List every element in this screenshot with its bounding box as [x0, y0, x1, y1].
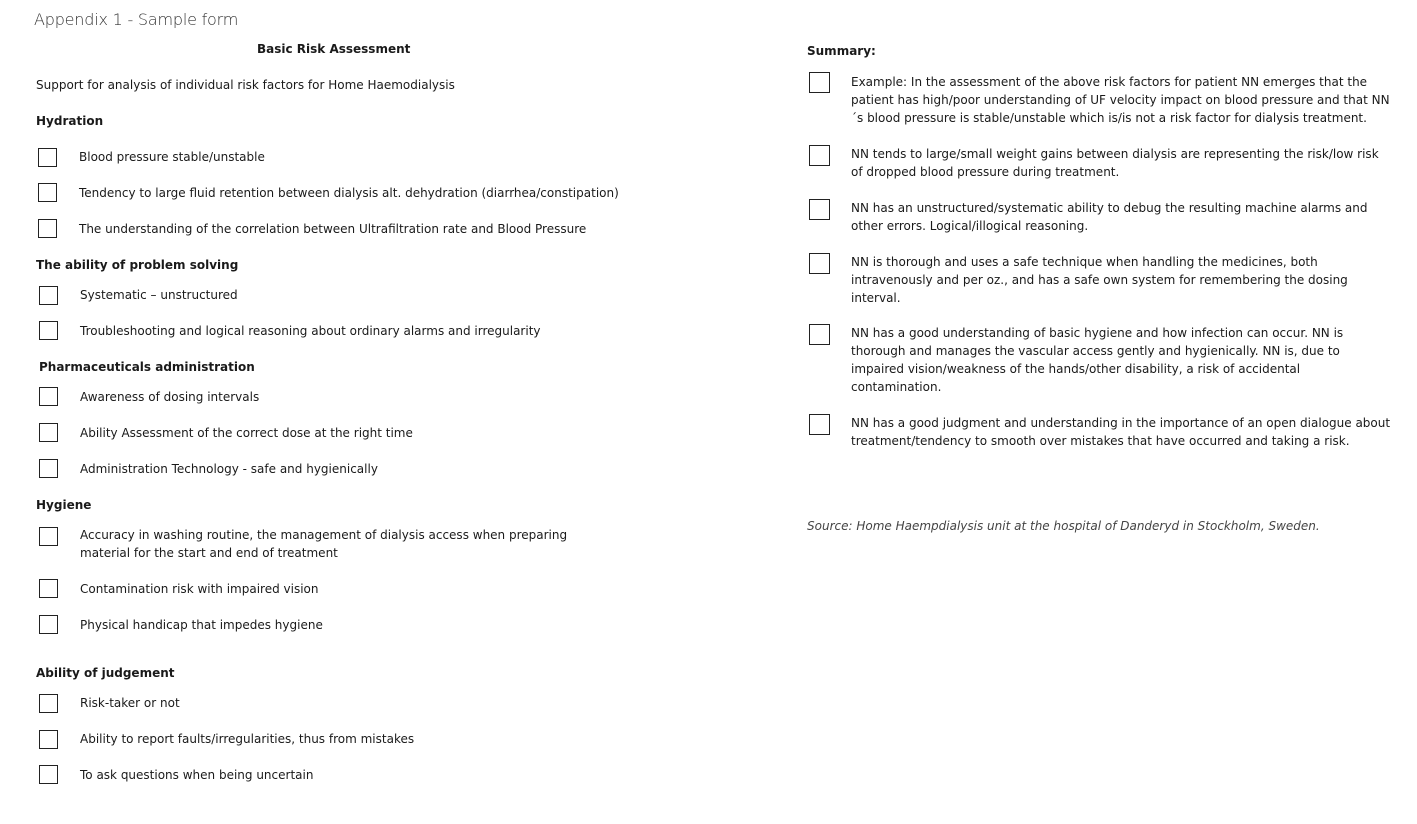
section-heading-hygiene: Hygiene [36, 498, 92, 512]
source-note: Source: Home Haempdialysis unit at the hospital of Danderyd in Stockholm, Sweden. [807, 519, 1320, 533]
summary-text: NN has a good judgment and understanding in the importance of an open dialogue about treatment/tendency to smooth over mistakes that have occurred and taking a risk. [851, 416, 1391, 448]
section-heading-judgement: Ability of judgement [36, 666, 175, 680]
checkbox-physical-handicap[interactable] [39, 615, 58, 634]
summary-heading: Summary: [807, 44, 876, 58]
checkbox-blood-pressure[interactable] [38, 148, 57, 167]
checkbox-contamination-risk[interactable] [39, 579, 58, 598]
item-label: Physical handicap that impedes hygiene [80, 618, 323, 632]
item-label: Contamination risk with impaired vision [80, 582, 319, 596]
item-label: Blood pressure stable/unstable [79, 150, 265, 164]
checkbox-correct-dose[interactable] [39, 423, 58, 442]
summary-checkbox[interactable] [809, 72, 830, 93]
item-label: Risk-taker or not [80, 696, 180, 710]
summary-text: Example: In the assessment of the above risk factors for patient NN emerges that the patient has high/poor understanding of UF velocity impact on blood pressure and that NN´s blood pressure is stable/unstable which is/is not a risk factor for dialysis treatment. [851, 75, 1390, 125]
summary-checkbox[interactable] [809, 199, 830, 220]
checkbox-troubleshooting[interactable] [39, 321, 58, 340]
summary-text: NN is thorough and uses a safe technique when handling the medicines, both intravenously and per oz., and has a safe own system for remembering the dosing interval. [851, 255, 1348, 305]
summary-text: NN tends to large/small weight gains between dialysis are representing the risk/low risk of dropped blood pressure during treatment. [851, 147, 1379, 179]
item-label: Administration Technology - safe and hygienically [80, 462, 378, 476]
checkbox-fluid-retention[interactable] [38, 183, 57, 202]
summary-text: NN has a good understanding of basic hygiene and how infection can occur. NN is thorough and manages the vascular access gently and hygienically. NN is, due to impaired vision/weakness of the hands/other disability, a risk of accidental contamination. [851, 326, 1344, 394]
checkbox-risk-taker[interactable] [39, 694, 58, 713]
form-heading: Basic Risk Assessment [257, 42, 411, 56]
page-title: Appendix 1 - Sample form [34, 10, 239, 29]
item-label: Awareness of dosing intervals [80, 390, 260, 404]
summary-checkbox[interactable] [809, 324, 830, 345]
section-heading-problem-solving: The ability of problem solving [36, 258, 239, 272]
summary-checkbox[interactable] [809, 253, 830, 274]
item-label: Tendency to large fluid retention between dialysis alt. dehydration (diarrhea/constipation) [79, 186, 619, 200]
summary-checkbox[interactable] [809, 414, 830, 435]
item-label: The understanding of the correlation between Ultrafiltration rate and Blood Pressure [79, 222, 587, 236]
item-label: Troubleshooting and logical reasoning about ordinary alarms and irregularity [80, 324, 541, 338]
summary-text: NN has an unstructured/systematic ability to debug the resulting machine alarms and other errors. Logical/illogical reasoning. [851, 201, 1368, 233]
checkbox-uf-correlation[interactable] [38, 219, 57, 238]
checkbox-washing-routine[interactable] [39, 527, 58, 546]
checkbox-administration-technology[interactable] [39, 459, 58, 478]
item-label: Systematic – unstructured [80, 288, 238, 302]
checkbox-dosing-intervals[interactable] [39, 387, 58, 406]
item-label: To ask questions when being uncertain [80, 768, 314, 782]
summary-checkbox[interactable] [809, 145, 830, 166]
checkbox-systematic[interactable] [39, 286, 58, 305]
section-heading-pharmaceuticals: Pharmaceuticals administration [39, 360, 255, 374]
checkbox-ask-questions[interactable] [39, 765, 58, 784]
item-label: Accuracy in washing routine, the management of dialysis access when preparing material for the start and end of treatment [80, 528, 568, 560]
section-heading-hydration: Hydration [36, 114, 104, 128]
item-label: Ability Assessment of the correct dose at the right time [80, 426, 413, 440]
form-intro: Support for analysis of individual risk factors for Home Haemodialysis [36, 78, 455, 92]
item-label: Ability to report faults/irregularities, thus from mistakes [80, 732, 415, 746]
checkbox-report-faults[interactable] [39, 730, 58, 749]
